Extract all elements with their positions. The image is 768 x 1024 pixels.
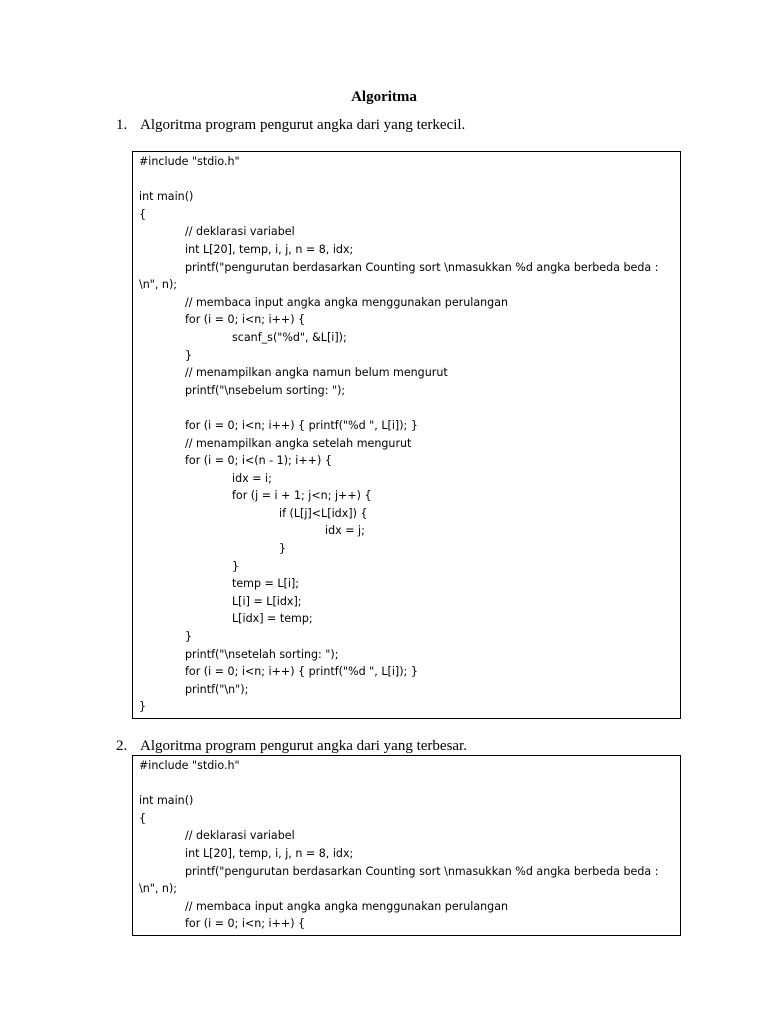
code-line: // menampilkan angka namun belum mengurut [185, 366, 448, 380]
page-title: Algoritma [351, 89, 417, 105]
code-line: int main() [139, 794, 194, 808]
section-1-number: 1. [116, 117, 128, 133]
code-line: printf("\nsebelum sorting: "); [185, 383, 346, 397]
code-line: for (i = 0; i<(n - 1); i++) { [185, 454, 332, 468]
code-line [139, 775, 680, 793]
code-box-1 [132, 151, 681, 719]
code-line: for (j = i + 1; j<n; j++) { [232, 489, 372, 503]
code-line: int main() [139, 190, 194, 204]
code-line: \n", n); [139, 278, 178, 292]
code-line: if (L[j]<L[idx]) { [279, 506, 368, 520]
code-line [139, 399, 680, 417]
code-line: } [185, 630, 193, 644]
code-line: { [139, 811, 147, 825]
code-line: L[i] = L[idx]; [232, 594, 302, 608]
code-line: } [185, 348, 193, 362]
code-line: L[idx] = temp; [232, 612, 313, 626]
code-line: for (i = 0; i<n; i++) { [185, 917, 306, 931]
code-line: printf("\nsetelah sorting: "); [185, 647, 339, 661]
section-2-heading-text: Algoritma program pengurut angka dari yang terbesar. [140, 738, 467, 754]
code-line: // deklarasi variabel [185, 225, 295, 239]
code-line: } [139, 700, 147, 714]
code-line: // menampilkan angka setelah mengurut [185, 436, 412, 450]
code-line: #include "stdio.h" [139, 155, 240, 168]
section-2-number: 2. [116, 738, 128, 754]
code-line: int L[20], temp, i, j, n = 8, idx; [185, 242, 354, 256]
code-line: printf("\n"); [185, 682, 249, 696]
code-line: #include "stdio.h" [139, 759, 240, 772]
section-1-heading [116, 116, 465, 134]
code-line: for (i = 0; i<n; i++) { printf("%d ", L[i]); } [185, 665, 418, 679]
code-line [139, 171, 680, 189]
code-line: // deklarasi variabel [185, 829, 295, 843]
code-line: for (i = 0; i<n; i++) { [185, 313, 306, 327]
code-line: // membaca input angka angka menggunakan perulangan [185, 899, 509, 913]
code-line: scanf_s("%d", &L[i]); [232, 330, 347, 344]
code-line: { [139, 207, 147, 221]
code-line: // membaca input angka angka menggunakan perulangan [185, 295, 509, 309]
code-line: for (i = 0; i<n; i++) { printf("%d ", L[i]); } [185, 418, 418, 432]
code-line: idx = j; [325, 524, 365, 538]
code-line: } [279, 542, 287, 556]
code-line: printf("pengurutan berdasarkan Counting sort \nmasukkan %d angka berbeda beda : [185, 260, 659, 274]
code-line: temp = L[i]; [232, 577, 300, 591]
code-line: printf("pengurutan berdasarkan Counting sort \nmasukkan %d angka berbeda beda : [185, 864, 659, 878]
code-line: \n", n); [139, 882, 178, 896]
code-line: int L[20], temp, i, j, n = 8, idx; [185, 846, 354, 860]
code-line: } [232, 559, 240, 573]
section-2-heading [116, 737, 467, 755]
code-line: idx = i; [232, 471, 272, 485]
code-box-2 [132, 755, 681, 936]
section-1-heading-text: Algoritma program pengurut angka dari yang terkecil. [140, 117, 466, 133]
